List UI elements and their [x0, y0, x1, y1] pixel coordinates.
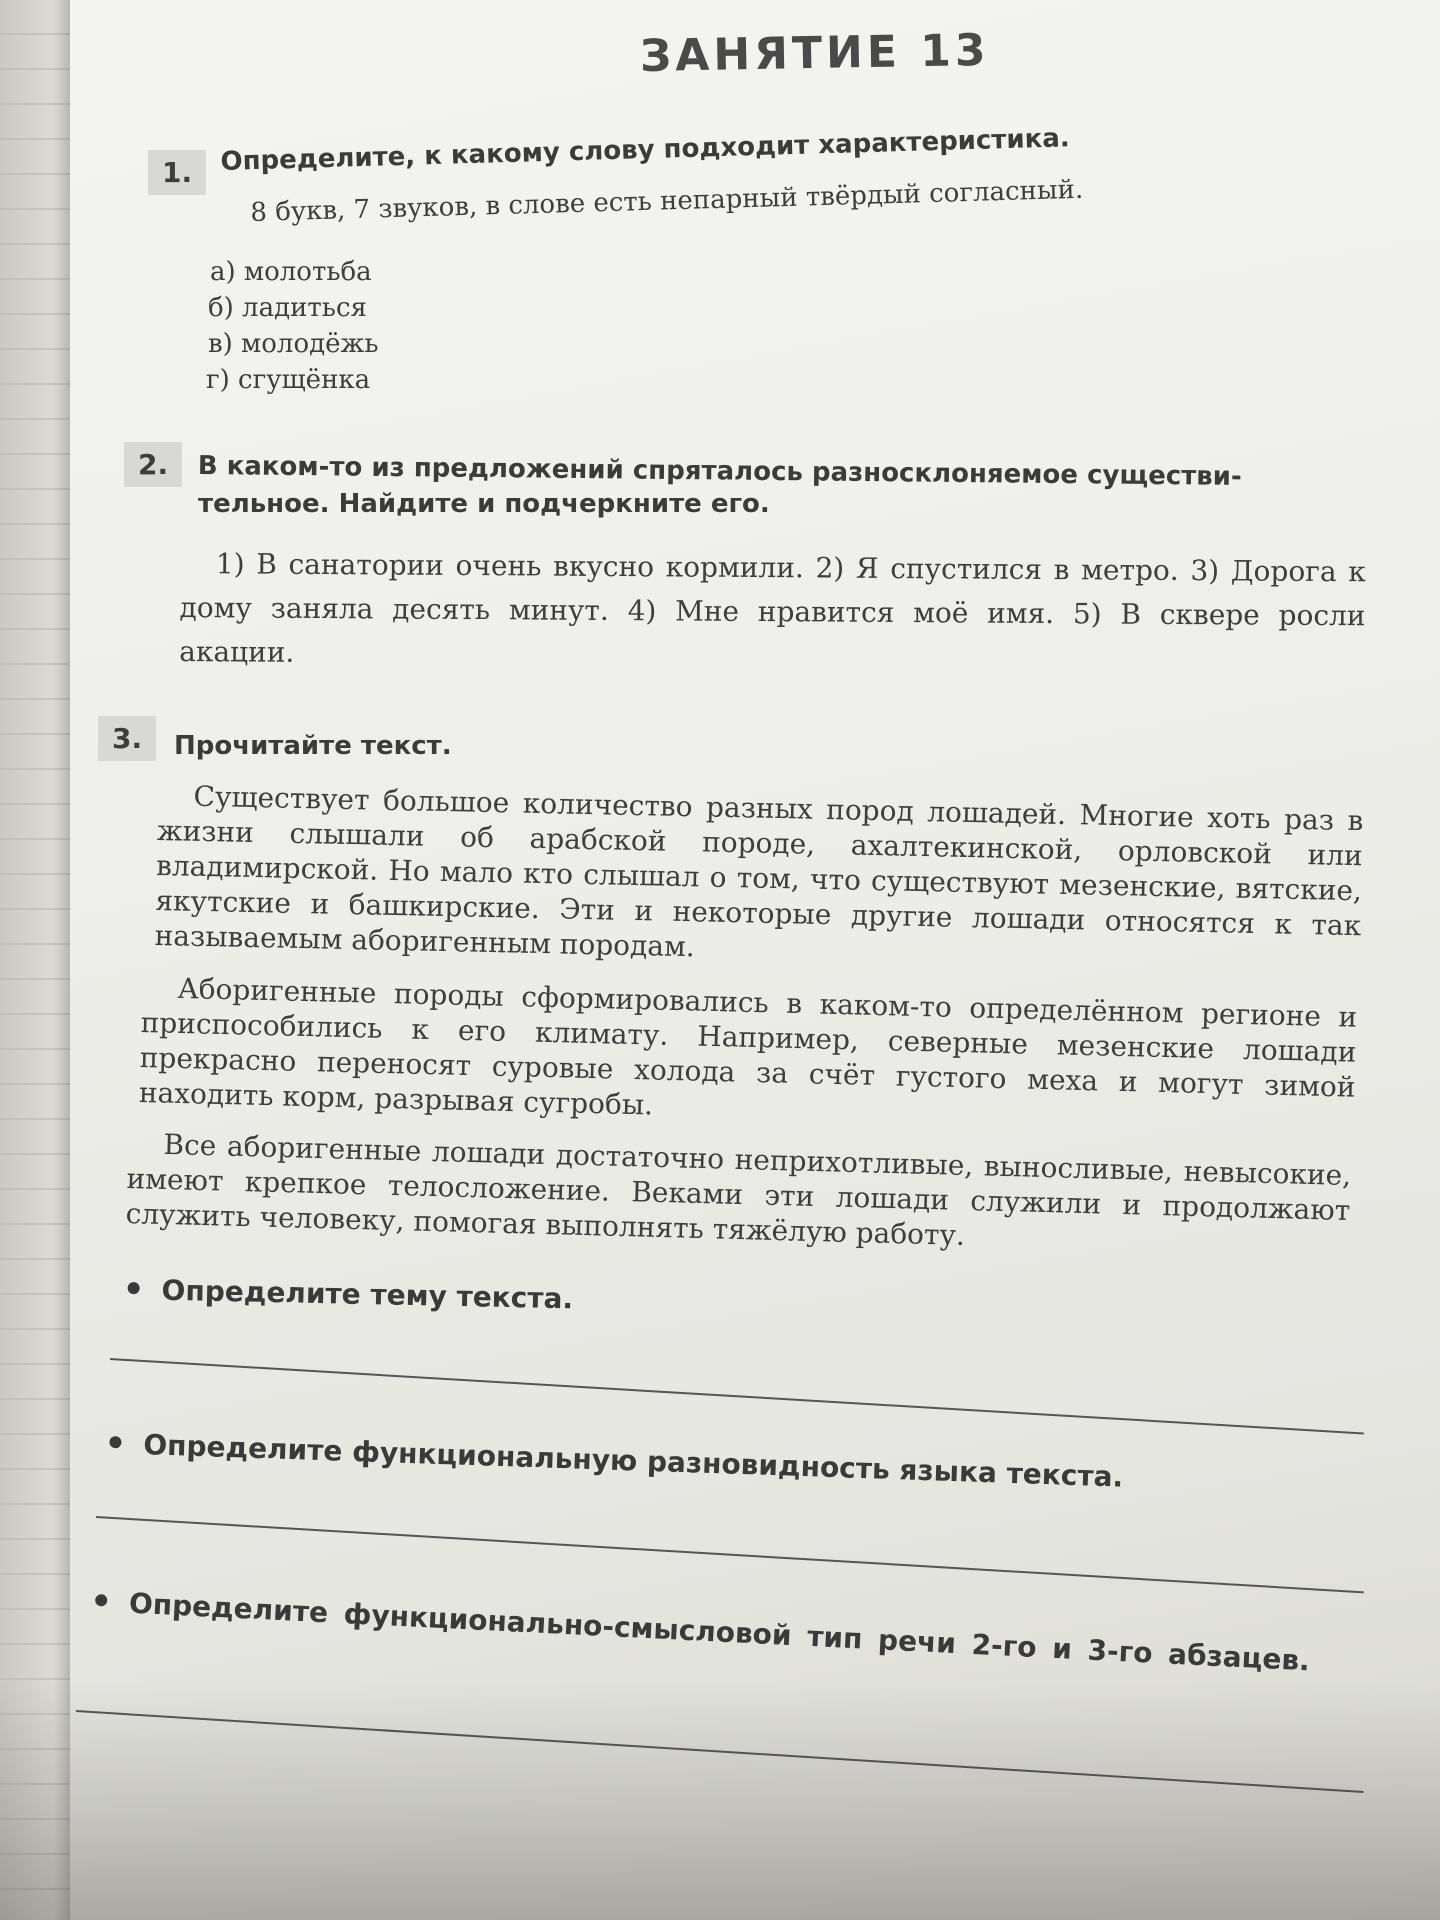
answer-line-3[interactable] — [76, 1710, 1364, 1793]
bullet-icon — [95, 1594, 108, 1607]
bullet-icon — [109, 1436, 121, 1448]
answer-line-2[interactable] — [96, 1516, 1364, 1593]
text-paragraph-1: Существует большое количество разных пород лошадей. Многие хоть раз в жизни слышали об арабской породе, ахалтекинской, орловской или владимирской. Но мало кто слышал о том, что существуют мезенские, вятские, якутские и башкирские. Эти и некоторые другие лошади относятся к так называемым аборигенным породам. — [154, 779, 1364, 964]
text-paragraph-3: Все аборигенные лошади достаточно неприхотливые, выносливые, невысокие, имеют крепкое телосложение. Веками эти лошади служили и продолжают служить человеку, помогая выполнять тяжёлую работу. — [125, 1127, 1352, 1252]
answer-line-1[interactable] — [110, 1358, 1364, 1434]
text-paragraph-2: Аборигенные породы сформировались в каком-то определённом регионе и приспособились к его климату. Например, северные мезенские лошади прекрасно переносят суровые холода за счёт густого меха и могут зимой находить корм, разрывая сугробы. — [138, 971, 1358, 1122]
task2-heading-line2: тельное. Найдите и подчеркните его. — [198, 489, 770, 519]
task3-number: 3. — [98, 716, 156, 761]
question-3-text: Определите функционально-смысловой тип речи 2-го и 3-го абзацев. — [128, 1586, 1311, 1678]
task2-sentences: 1) В санатории очень вкусно кормили. 2) Я спустился в метро. 3) Дорога к дому заняла десять минут. 4) Мне нравится моё имя. 5) В сквере росли акации. — [179, 547, 1366, 669]
task2-number: 2. — [124, 442, 182, 487]
question-1-text: Определите тему текста. — [161, 1273, 574, 1316]
question-2 — [109, 1426, 1124, 1496]
task2-heading-line1: В каком-то из предложений спряталось разносклоняемое существи- — [197, 450, 1242, 492]
task1-heading: Определите, к какому слову подходит характеристика. — [220, 123, 1071, 177]
task1-number: 1. — [148, 150, 206, 195]
lesson-title: ЗАНЯТИЕ 13 — [639, 24, 990, 83]
question-3 — [94, 1584, 1354, 1682]
task1-option-b: б) ладиться — [208, 293, 367, 323]
question-1 — [127, 1272, 573, 1317]
task1-statement: 8 букв, 7 звуков, в слове есть непарный твёрдый согласный. — [250, 174, 1084, 228]
task1-option-d: г) сгущёнка — [206, 365, 371, 395]
bullet-icon — [128, 1282, 140, 1294]
question-2-text: Определите функциональную разновидность языка текста. — [142, 1428, 1124, 1494]
task3-heading: Прочитайте текст. — [174, 731, 452, 761]
task1-option-c: в) молодёжь — [208, 329, 379, 359]
task1-option-a: а) молотьба — [210, 257, 372, 287]
